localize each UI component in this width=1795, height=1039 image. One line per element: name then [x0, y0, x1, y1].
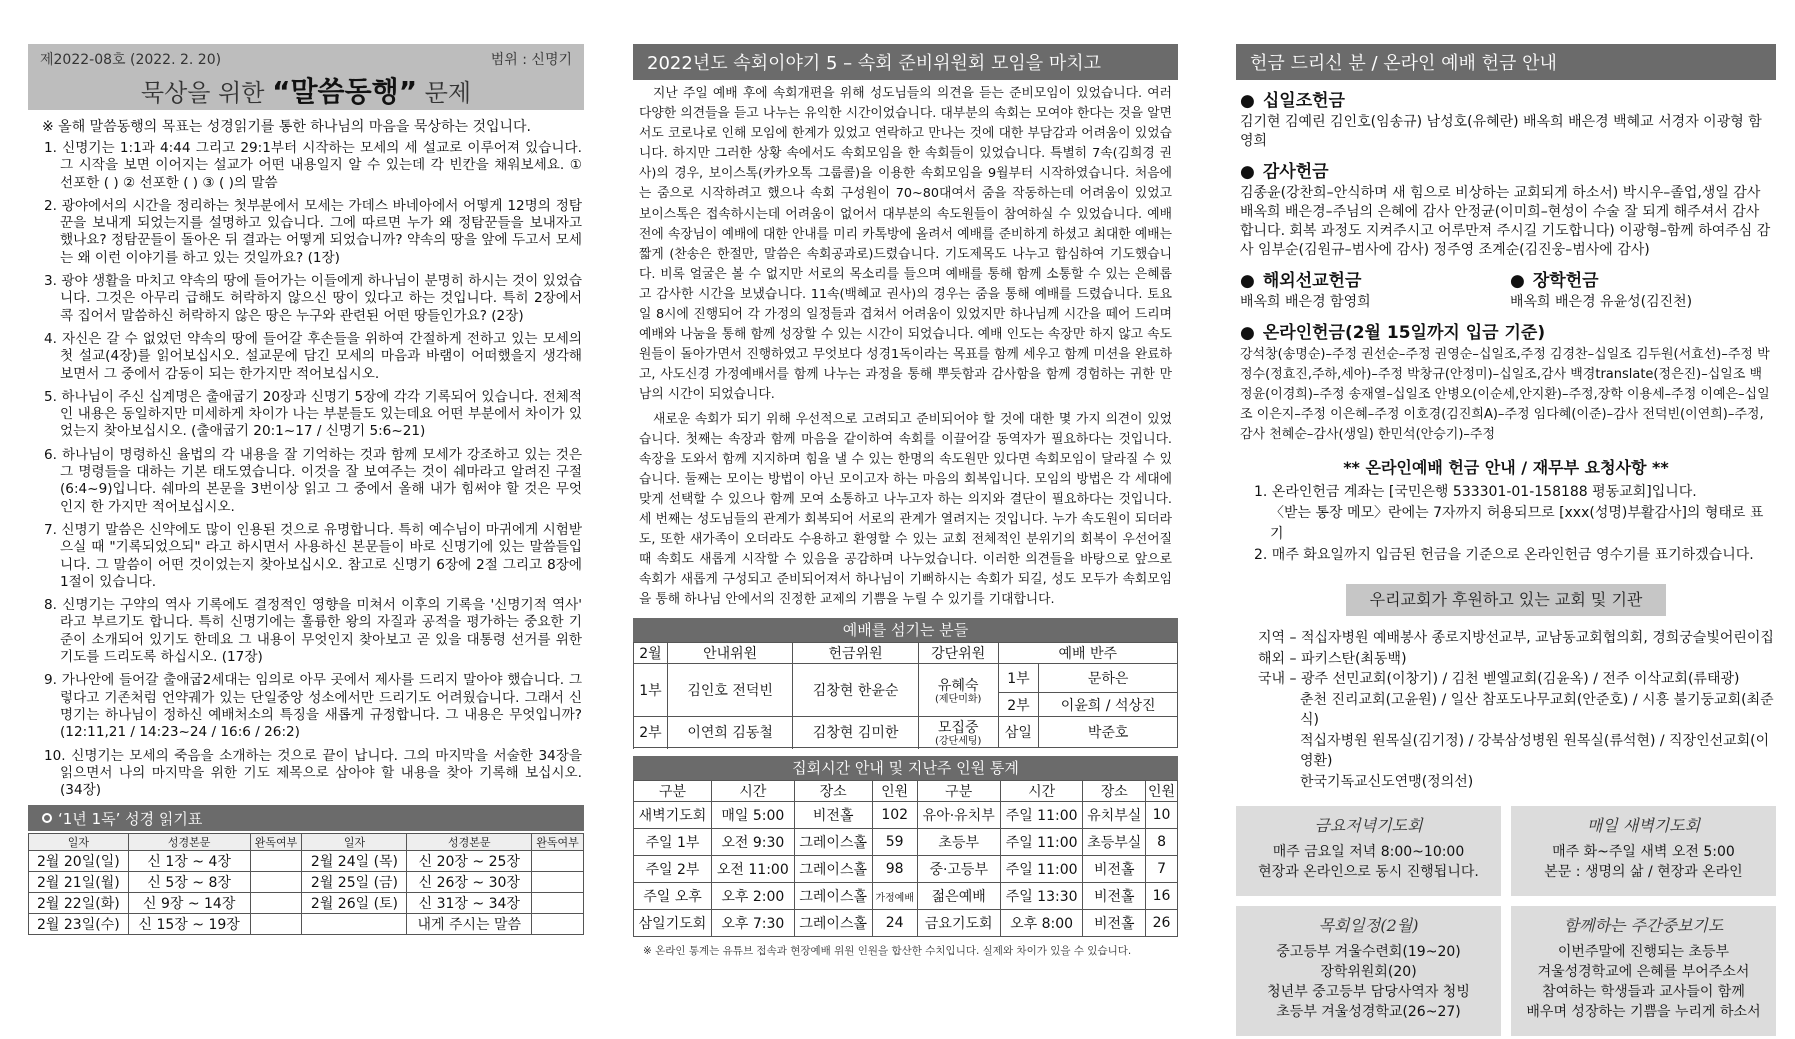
box-line: 청년부 중고등부 담당사역자 청빙	[1267, 984, 1470, 1000]
cell: 새벽기도회	[634, 802, 712, 829]
col-header: 인원	[872, 781, 917, 802]
servers-title: 예배를 섬기는 분들	[633, 618, 1178, 642]
col-header: 시간	[711, 781, 794, 802]
checkbox-cell[interactable]	[250, 851, 302, 872]
cell: 그레이스홀	[794, 856, 872, 883]
support-list	[1236, 628, 1776, 792]
offering-title: 헌금 드리신 분 / 온라인 예배 헌금 안내	[1250, 53, 1557, 74]
cell: 7	[1146, 856, 1178, 883]
online-rule: 2. 매주 화요일까지 입금된 헌금을 기준으로 온라인헌금 영수기를 표기하겠습니다.	[1254, 547, 1754, 563]
table-header-row	[634, 781, 1178, 802]
col-header: 일자	[302, 834, 407, 851]
cell: 오전 11:00	[711, 856, 794, 883]
table-header-row	[634, 643, 1178, 664]
cell: 김창현 한윤순	[793, 664, 918, 717]
col-header: 성경본문	[407, 834, 532, 851]
box-line: 참여하는 학생들과 교사들이 함께	[1542, 984, 1745, 1000]
support-item: 적십자병원 원목실(김기정) / 강북삼성병원 원목실(류석현) / 직장인선교회(이영환)	[1300, 732, 1770, 769]
thanks-heading: ● 감사헌금	[1240, 157, 1776, 182]
title-main: “말씀동행”	[272, 75, 418, 108]
cell: 신 15장 ~ 19장	[128, 914, 250, 935]
box-line: 배우며 성장하는 기쁨을 누리게 하소서	[1526, 1004, 1761, 1020]
col-header: 장소	[794, 781, 872, 802]
right-column	[1236, 44, 1776, 1036]
table-row	[29, 893, 584, 914]
dawn-prayer-box	[1511, 806, 1776, 896]
table-row	[634, 883, 1178, 910]
support-item: 해외 – 파키스탄(최동백)	[1258, 650, 1407, 667]
cell: 주일 13:30	[1000, 883, 1083, 910]
table-row	[634, 664, 1178, 693]
scholar-block	[1506, 260, 1776, 312]
table-row	[634, 829, 1178, 856]
cell: 주일 11:00	[1000, 829, 1083, 856]
col-header: 시간	[1000, 781, 1083, 802]
cell: 중·고등부	[917, 856, 1000, 883]
box-title: 금요저녁기도회	[1314, 816, 1423, 835]
box-title: 함께하는 주간중보기도	[1563, 916, 1724, 935]
cell: 102	[872, 802, 917, 829]
issue-meta-bar	[28, 44, 584, 74]
cell: 주일 11:00	[1000, 856, 1083, 883]
cell: 신 20장 ~ 25장	[407, 851, 532, 872]
table-row	[634, 717, 1178, 748]
info-boxes	[1236, 806, 1776, 1036]
cell: 2월 21일(월)	[29, 872, 129, 893]
title-pre: 묵상을 위한	[140, 79, 273, 107]
cell: 오후 7:30	[711, 910, 794, 937]
cell: 내게 주시는 말씀	[407, 914, 532, 935]
story-paragraph: 지난 주일 예배 후에 속회개편을 위해 성도님들의 의견을 듣는 준비모임이 있었습니다. 여러 다양한 의견들을 듣고 나누는 유익한 시간이었습니다. 대부분의 속회는 모여야 한다는 것을 알면서도 코로나로 인해 모임에 한계가 있었고 연락하고 만나는 것에 대한 부담감과 어려움이 있었습니다. 하지만 그러한 상황 속에서도 속회모임을 한 속회들이 있었습니다. 특별히 7속(김희경 권사)의 경우, 보이스톡(카카오톡 그룹콜)을 이용한 속회모임을 9월부터 시작하였습니다. 처음에는 줌으로 시작하려고 했으나 속회 구성원이 70~80대여서 줌을 작동하는데 어려움이 있었고 보이스톡은 접속하시는데 어려움이 없어서 대부분의 속도원들이 참여하실 수 있었습니다. 예배 전에 속장님이 예배에 대한 안내를 미리 카톡방에 올려서 예배를 준비하게 하셨고 최대한 예배는 짧게 (찬송은 한절만, 말씀은 속회공과로)드렸습니다. 기도제목도 나누고 합심하여 기도했습니다. 비록 얼굴은 볼 수 없지만 서로의 목소리를 들으며 예배를 통해 함께 소통할 수 있는 은혜롭고 감사한 시간을 보냈습니다. 11속(백혜교 권사)의 경우는 줌을 통해 예배를 드렸습니다. 토요일 8시에 진행되어 각 가정의 일정들과 겹쳐서 어려움이 있었지만 하나님께 시간을 떼어 드리며 예배와 나눔을 통해 함께 성장할 수 있는 시간이 되었습니다. 예배 인도는 속장만 하지 않고 속도원들이 돌아가면서 진행하였고 무엇보다 성경1독이라는 목표를 함께 세우고 함께 미션을 완료하고, 사도신경 가정예배서를 함께 나누는 과정을 통해 뿌듯함과 감사함을 함께 경험하는 귀한 만남의 시간이 되었습니다.	[639, 86, 1172, 403]
col-header: 완독여부	[250, 834, 302, 851]
cell: 가정예배	[872, 883, 917, 910]
scholar-heading: ● 장학헌금	[1510, 266, 1776, 291]
checkbox-cell[interactable]	[532, 914, 584, 935]
cell: 그레이스홀	[794, 910, 872, 937]
cell: 주일 2부	[634, 856, 712, 883]
table-header-row	[29, 834, 584, 851]
support-item: 국내 – 광주 선민교회(이창기) / 김천 벧엘교회(김윤옥) / 전주 이삭교회(류태광)	[1258, 671, 1740, 687]
online-names: 강석창(송명순)–주정 권선순–주정 권영순–십일조,주정 김경찬–십일조 김두원(서효선)–주정 박정수(정효진,주하,세아)–주정 박창규(안정미)–십일조,감사 백경translate(정은진)–십일조 백정윤(이경희)–주정 송재열–십일조 안병오(이순세,안지환)–주정,장학 이용세–주정 이예은–십일조 이은지–주정 이은혜–주정 이호경(김진희A)–주정 임다혜(이준)–감사 전덕빈(이연희)–주정,감사 천혜순–감사(생일) 한민석(안승기)–주정	[1240, 347, 1770, 442]
col-header: 예배 반주	[998, 643, 1177, 664]
cell: 주일 오후	[634, 883, 712, 910]
cell: 유치부실	[1083, 802, 1146, 829]
cell: 16	[1146, 883, 1178, 910]
scholar-names: 배옥희 배은경 유윤성(김진천)	[1510, 294, 1693, 310]
cell: 이연희 김동철	[667, 717, 792, 748]
col-header: 인원	[1146, 781, 1178, 802]
cell: 1부	[634, 664, 668, 717]
support-item: 한국기독교신도연맹(정의선)	[1300, 773, 1474, 790]
support-title: 우리교회가 후원하고 있는 교회 및 기관	[1346, 584, 1666, 616]
col-header: 강단위원	[918, 643, 998, 664]
altar-note: (제단미화)	[934, 694, 982, 706]
stats-table	[633, 780, 1178, 937]
cell: 오전 9:30	[711, 829, 794, 856]
altar-name: 유혜숙	[937, 678, 979, 695]
box-line: 중고등부 겨울수련회(19~20)	[1276, 944, 1461, 960]
cell: 2월 25일 (금)	[302, 872, 407, 893]
table-row	[634, 802, 1178, 829]
cell: 8	[1146, 829, 1178, 856]
col-header: 2월	[634, 643, 668, 664]
reading-plan-title: ‘1년 1독’ 성경 읽기표	[58, 809, 203, 828]
reading-plan-header	[28, 805, 584, 831]
intercession-box	[1511, 906, 1776, 1036]
box-line: 초등부 겨울성경학교(26~27)	[1276, 1004, 1461, 1020]
cell: 그레이스홀	[794, 829, 872, 856]
cell: 2월 26일 (토)	[302, 893, 407, 914]
cell: 박준호	[1039, 717, 1178, 748]
box-line: 장학위원회(20)	[1320, 964, 1417, 980]
cell: 신 1장 ~ 4장	[128, 851, 250, 872]
mission-heading: ● 해외선교헌금	[1240, 266, 1506, 291]
cell: 2부	[634, 717, 668, 748]
page-title	[28, 74, 584, 110]
cell: 2부	[998, 693, 1039, 717]
col-header: 완독여부	[532, 834, 584, 851]
cell: 김인호 전덕빈	[667, 664, 792, 717]
checkbox-cell[interactable]	[250, 872, 302, 893]
question-item: 6. 하나님이 명령하신 율법의 각 내용을 잘 기억하는 것과 함께 모세가 강조하고 있는 것은 그 명령들을 대하는 기본 태도였습니다. 이것을 잘 보여주는 것이 쉐마라고 알려진 구절(6:4~9)입니다. 쉐마의 본문을 3번이상 읽고 그 중에서 올해 내가 힘써야 할 것은 무엇인지 한 가지만 적어보십시오.	[44, 446, 582, 515]
title-post: 문제	[417, 79, 472, 107]
servers-table	[633, 642, 1178, 748]
question-item: 9. 가나안에 들어갈 출애굽2세대는 임의로 아무 곳에서 제사를 드리지 말아야 했습니다. 그렇다고 기존처럼 언약궤가 있는 단일중앙 성소에서만 드리기도 어려웠습니다. 그래서 신명기는 하나님이 정하신 예배처소의 특징을 새롭게 규정합니다. 그 내용은 무엇입니까? (12:11,21 / 14:23~24 / 16:6 / 26:2)	[44, 672, 582, 741]
table-row	[634, 856, 1178, 883]
table-row	[634, 910, 1178, 937]
table-row	[29, 914, 584, 935]
col-header: 성경본문	[128, 834, 250, 851]
cell: 초등부실	[1083, 829, 1146, 856]
cell: 비전홀	[1083, 910, 1146, 937]
box-line: 매주 금요일 저녁 8:00~10:00	[1272, 844, 1465, 860]
cell: 2월 20일(일)	[29, 851, 129, 872]
cell: 신 5장 ~ 8장	[128, 872, 250, 893]
cell-group-story-title: 2022년도 속회이야기 5 – 속회 준비위원회 모임을 마치고	[647, 53, 1102, 74]
cell: 비전홀	[1083, 856, 1146, 883]
support-item: 지역 – 적십자병원 예배봉사 종로지방선교부, 교남동교회협의회, 경희궁슬빛어린이집	[1258, 630, 1774, 646]
target-icon	[42, 813, 52, 823]
cell: 비전홀	[1083, 883, 1146, 910]
tithe-heading: ● 십일조헌금	[1240, 86, 1776, 111]
cell	[302, 914, 407, 935]
cell: 10	[1146, 802, 1178, 829]
cell: 초등부	[917, 829, 1000, 856]
box-title: 매일 새벽기도회	[1586, 816, 1701, 835]
box-line: 겨울성경학교에 은혜를 부어주소서	[1537, 964, 1750, 980]
altar-note: (강단세팅)	[934, 736, 982, 748]
table-row	[29, 851, 584, 872]
col-header: 일자	[29, 834, 129, 851]
online-notice: ** 온라인예배 헌금 안내 / 재무부 요청사항 **	[1343, 458, 1669, 477]
thanks-names: 김종윤(강찬희–안식하며 새 힘으로 비상하는 교회되게 하소서) 박시우–졸업,생일 감사 배옥희 배은경–주님의 은혜에 감사 안정균(이미희–현성이 수술 잘 되게 해주셔서 감사합니다. 회복 과정도 지켜주시고 어루만져 주시길 기도합니다) 이광형–함께 하여주심 감사 임부순(김원규–범사에 감사) 정주영 조계순(김진웅–범사에 감사)	[1240, 185, 1771, 258]
box-title: 목회일정(2월)	[1318, 916, 1419, 935]
online-rule: 1. 온라인헌금 계좌는 [국민은행 533301-01-158188 평동교회]입니다.	[1254, 484, 1697, 500]
cell: 신 31장 ~ 34장	[407, 893, 532, 914]
cell-group-story-header	[633, 44, 1178, 80]
question-item: 3. 광야 생활을 마치고 약속의 땅에 들어가는 이들에게 하나님이 분명히 하시는 것이 있었습니다. 그것은 아무리 급해도 허락하지 않으신 땅이 있다고 하는 것입니다. 특히 2장에서 콕 집어서 말씀하신 허락하지 않은 땅은 누구와 관련된 어떤 땅들인가요? (2장)	[44, 273, 582, 324]
reading-plan-table	[28, 833, 584, 935]
mission-scholar-row	[1236, 260, 1776, 312]
col-header: 헌금위원	[793, 643, 918, 664]
stats-title: 집회시간 안내 및 지난주 인원 통계	[633, 756, 1178, 780]
cell: 오후 8:00	[1000, 910, 1083, 937]
friday-prayer-box	[1236, 806, 1501, 896]
box-line: 이번주말에 진행되는 초등부	[1557, 944, 1730, 960]
goal-note: ※ 올해 말씀동행의 목표는 성경읽기를 통한 하나님의 마음을 묵상하는 것입니다.	[42, 119, 531, 135]
online-rule: 〈받는 통장 메모〉란에는 7자까지 허용되므로 [xxx(성명)부활감사]의 형태로 표기	[1270, 505, 1764, 542]
cell: 59	[872, 829, 917, 856]
checkbox-cell[interactable]	[532, 851, 584, 872]
question-item: 1. 신명기는 1:1과 4:44 그리고 29:1부터 시작하는 모세의 세 설교로 이루어져 있습니다. 그 시작을 보면 이어지는 설교가 어떤 내용일지 알 수 있는데 각 빈칸을 채워보세요. ① 선포한 ( ) ② 선포한 ( ) ③ ( )의 말씀	[44, 140, 582, 191]
question-item: 5. 하나님이 주신 십계명은 출애굽기 20장과 신명기 5장에 각각 기록되어 있습니다. 전체적인 내용은 동일하지만 미세하게 차이가 나는 부분들도 있는데요 어떤 부분에서 차이가 있었는지 찾아보십시오. (출애굽기 20:1~17 / 신명기 5:6~21)	[44, 388, 582, 440]
cell: 2월 22일(화)	[29, 893, 129, 914]
cell: 주일 11:00	[1000, 802, 1083, 829]
cell: 문하은	[1039, 664, 1178, 693]
cell: 신 9장 ~ 14장	[128, 893, 250, 914]
mission-names: 배옥희 배은경 함영희	[1240, 294, 1371, 310]
cell	[918, 717, 998, 748]
cell: 98	[872, 856, 917, 883]
question-item: 2. 광야에서의 시간을 정리하는 첫부분에서 모세는 가데스 바네아에서 어떻게 12명의 정탐꾼을 보내게 되었는지를 설명하고 있습니다. 그에 따르면 누가 왜 정탐꾼들을 보내자고 했나요? 정탐꾼들이 돌아온 뒤 결과는 어떻게 되었습니까? 약속의 땅을 앞에 두고서 모세는 왜 이런 이야기를 하고 있는 것일까요? (1장)	[44, 197, 582, 266]
col-header: 안내위원	[667, 643, 792, 664]
offering-header	[1236, 44, 1776, 80]
cell: 삼일기도회	[634, 910, 712, 937]
cell: 유아·유치부	[917, 802, 1000, 829]
story-paragraph: 새로운 속회가 되기 위해 우선적으로 고려되고 준비되어야 할 것에 대한 몇 가지 의견이 있었습니다. 첫째는 속장과 함께 마음을 같이하여 속회를 이끌어갈 동역자가 필요하다는 것입니다. 속장을 도와서 함께 지지하며 힘을 낼 수 있는 한명의 속도원만 있다면 속회모임이 달라질 수 있습니다. 둘째는 모이는 방법이 아닌 모이고자 하는 마음의 회복입니다. 모임의 방법은 각 세대에 맞게 선택할 수 있으나 함께 모여 소통하고 나누고자 하는 의지와 결단이 필요하다는 것입니다. 세 번째는 성도님들의 관계가 회복되어 서로의 관계가 열려지는 것입니다. 누가 속도원이 되더라도, 또한 새가족이 오더라도 수용하고 환영할 수 있는 교회 전체적인 분위기의 회복이 우선어질 때 속회도 새롭게 시작할 수 있음을 공감하며 나누었습니다. 이러한 의견들을 바탕으로 앞으로 속회가 새롭게 구성되고 준비되어져서 하나님이 기뻐하시는 속회가 되길, 성도 모두가 속회모임을 통해 하나님 안에서의 진정한 교제의 기쁨을 누릴 수 있기를 기대합니다.	[639, 411, 1172, 608]
cell: 2월 24일 (목)	[302, 851, 407, 872]
scope-label: 범위 : 신명기	[490, 52, 572, 68]
question-item: 7. 신명기 말씀은 신약에도 많이 인용된 것으로 유명합니다. 특히 예수님이 마귀에게 시험받으실 때 "기록되었으되" 라고 하시면서 사용하신 본문들이 바로 신명기에 있는 말씀들입니다. 그 말씀이 어떤 것이었는지 찾아보십시오. 참고로 신명기 6장에 2절 그리고 8장에 1절이 있습니다.	[44, 521, 582, 590]
cell: 주일 1부	[634, 829, 712, 856]
issue-number: 제2022-08호 (2022. 2. 20)	[40, 52, 222, 68]
stats-footnote: ※ 온라인 통계는 유튜브 접속과 현장예배 위원 인원을 합산한 수치입니다. 실제와 차이가 있을 수 있습니다.	[643, 945, 1132, 958]
tithe-names: 김기현 김예린 김인호(임송규) 남성호(유혜란) 배옥희 배은경 백혜교 서경자 이광형 함영희	[1240, 114, 1762, 149]
cell: 2월 23일(수)	[29, 914, 129, 935]
left-column	[28, 44, 584, 935]
box-line: 본문 : 생명의 삶 / 현장과 온라인	[1544, 864, 1743, 880]
checkbox-cell[interactable]	[532, 872, 584, 893]
question-item: 8. 신명기는 구약의 역사 기록에도 결정적인 영향을 미쳐서 이후의 기록을 '신명기적 역사' 라고 부르기도 합니다. 특히 신명기에는 훌륭한 왕의 자질과 공적을 평가하는 중요한 기준이 소개되어 있기도 한데요 그 내용이 무엇인지 찾아보고 곧 있을 대통령 선거를 위한 기도를 드리도록 하십시오. (17장)	[44, 597, 582, 666]
col-header: 구분	[917, 781, 1000, 802]
cell: 오후 2:00	[711, 883, 794, 910]
cell: 26	[1146, 910, 1178, 937]
cell: 젊은예배	[917, 883, 1000, 910]
cell: 신 26장 ~ 30장	[407, 872, 532, 893]
cell: 삼일	[998, 717, 1039, 748]
altar-name: 모집중	[937, 720, 979, 737]
support-item: 춘천 진리교회(고윤원) / 일산 참포도나무교회(안준호) / 시흥 불기둥교회(최준식)	[1300, 691, 1774, 728]
question-item: 10. 신명기는 모세의 죽음을 소개하는 것으로 끝이 납니다. 그의 마지막을 서술한 34장을 읽으면서 나의 마지막을 위한 기도 제목으로 삼아야 할 내용을 찾아 기록해 보십시오. (34장)	[44, 747, 582, 799]
col-header: 구분	[634, 781, 712, 802]
cell: 이윤희 / 석상진	[1039, 693, 1178, 717]
ministry-schedule-box	[1236, 906, 1501, 1036]
cell: 비전홀	[794, 802, 872, 829]
cell: 24	[872, 910, 917, 937]
cell: 1부	[998, 664, 1039, 693]
cell: 그레이스홀	[794, 883, 872, 910]
question-item: 4. 자신은 갈 수 없었던 약속의 땅에 들어갈 후손들을 위하여 간절하게 전하고 있는 모세의 첫 설교(4장)를 읽어보십시오. 설교문에 담긴 모세의 마음과 바램이 어떠했을지 생각해보면서 그 중에서 감동이 되는 한가지만 적어보십시오.	[44, 330, 582, 382]
online-heading: ● 온라인헌금(2월 15일까지 입금 기준)	[1240, 318, 1776, 343]
cell: 금요기도회	[917, 910, 1000, 937]
question-list	[28, 140, 584, 799]
mission-block	[1236, 260, 1506, 312]
box-line: 매주 화~주일 새벽 오전 5:00	[1552, 844, 1735, 860]
middle-column	[633, 44, 1178, 964]
checkbox-cell[interactable]	[250, 893, 302, 914]
cell: 매일 5:00	[711, 802, 794, 829]
box-line: 현장과 온라인으로 동시 진행됩니다.	[1258, 864, 1479, 880]
col-header: 장소	[1083, 781, 1146, 802]
checkbox-cell[interactable]	[250, 914, 302, 935]
cell: 김창현 김미한	[793, 717, 918, 748]
cell	[918, 664, 998, 717]
checkbox-cell[interactable]	[532, 893, 584, 914]
table-row	[29, 872, 584, 893]
